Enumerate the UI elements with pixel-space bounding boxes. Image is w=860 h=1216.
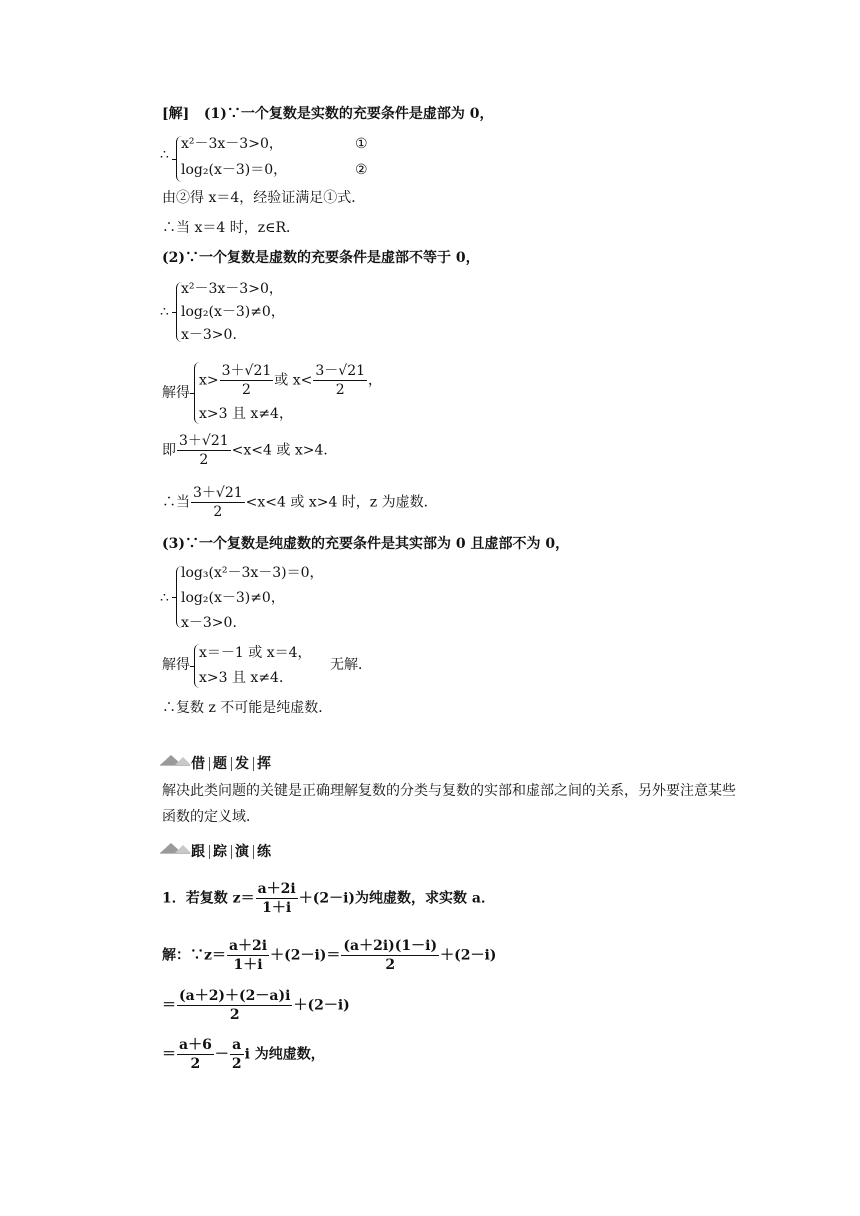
p1-conclusion: ∴当 x＝4 时，z∈R． bbox=[162, 220, 300, 236]
solution-part1-heading bbox=[162, 104, 493, 124]
fraction-3-plus-sqrt21 bbox=[220, 362, 274, 399]
divider-line bbox=[160, 765, 190, 766]
fraction-denominator: 2 bbox=[335, 382, 345, 398]
divider-line bbox=[160, 853, 190, 854]
fraction-denominator: 2 bbox=[213, 504, 223, 520]
title-char: 发 bbox=[235, 756, 250, 772]
p2-solve-line-a bbox=[199, 362, 382, 399]
part1-condition: (1)∵一个复数是实数的充要条件是虚部为 0， bbox=[203, 106, 494, 122]
fraction-denominator: 2 bbox=[229, 1007, 240, 1023]
fraction-denominator: 2 bbox=[199, 452, 209, 468]
fraction-denominator: 2 bbox=[385, 957, 396, 973]
p2-solve-a-middle: 或 x< bbox=[274, 372, 313, 389]
p3-system-line-c: x－3>0． bbox=[181, 615, 247, 631]
answer-line-2 bbox=[162, 987, 350, 1024]
range-text: <x<4 或 x>4． bbox=[231, 442, 338, 459]
p3-solve-line-b: x>3 且 x≠4． bbox=[199, 670, 293, 686]
fraction-numerator: a bbox=[230, 1036, 244, 1055]
fraction-numerator: (a＋2)＋(2－a)i bbox=[179, 988, 291, 1004]
fraction-numerator: (a＋2i)(1－i) bbox=[343, 938, 438, 954]
p2-conclusion bbox=[162, 484, 438, 521]
solution-label: [解] bbox=[162, 106, 190, 122]
title-separator bbox=[209, 845, 210, 859]
p2-equivalent-range bbox=[162, 432, 337, 469]
ji-label: 即 bbox=[162, 442, 176, 459]
insight-paragraph: 解决此类问题的关键是正确理解复数的分类与复数的实部和虚部之间的关系，另外要注意某些函数的定义域． bbox=[162, 783, 736, 825]
title-char: 题 bbox=[213, 756, 228, 772]
line3-end: i 为纯虚数， bbox=[244, 1046, 325, 1063]
q1-suffix: ＋(2－i)为纯虚数，求实数 a． bbox=[298, 890, 495, 907]
p1-system-line-a: x²－3x－3>0， bbox=[181, 136, 283, 152]
fraction-3-plus-sqrt21 bbox=[191, 484, 245, 521]
answer-end: ＋(2－i) bbox=[440, 947, 497, 964]
fraction-a-plus-6-over-2 bbox=[177, 1036, 214, 1073]
p2-solve-line-b: x>3 且 x≠4， bbox=[199, 406, 293, 422]
solution-part2-heading: (2)∵一个复数是虚数的充要条件是虚部不等于 0， bbox=[162, 250, 480, 266]
title-char: 踪 bbox=[213, 844, 228, 860]
fraction-a-over-2 bbox=[230, 1036, 244, 1073]
title-separator bbox=[209, 757, 210, 771]
p3-system-line-b: log₂(x－3)≠0， bbox=[181, 590, 285, 606]
p2-system-line-b: log₂(x－3)≠0， bbox=[181, 304, 285, 320]
fraction-real-imag-over-2 bbox=[177, 987, 292, 1024]
fraction-denominator: 1＋i bbox=[233, 957, 263, 973]
answer-line-3 bbox=[162, 1036, 325, 1073]
therefore-symbol: ∴ bbox=[160, 147, 169, 163]
title-char: 演 bbox=[235, 844, 250, 860]
fraction-denominator: 2 bbox=[231, 1056, 242, 1072]
p3-conclusion: ∴复数 z 不可能是纯虚数． bbox=[162, 700, 333, 716]
triangle-icon bbox=[175, 845, 191, 853]
p2-system-line-c: x－3>0． bbox=[181, 327, 247, 343]
fraction-numerator: a＋6 bbox=[179, 1037, 212, 1053]
p1-system-line-b: log₂(x－3)＝0， bbox=[181, 162, 288, 178]
circled-two-marker: ② bbox=[355, 162, 368, 178]
p1-derivation: 由②得 x＝4，经验证满足①式． bbox=[162, 190, 366, 206]
title-char: 借 bbox=[191, 756, 206, 772]
title-separator bbox=[231, 845, 232, 859]
answer-label: 解：∵z＝ bbox=[162, 947, 226, 964]
fraction-numerator: a＋2i bbox=[228, 938, 268, 954]
fraction-denominator: 1＋i bbox=[262, 900, 292, 916]
title-char: 练 bbox=[257, 844, 272, 860]
circled-one-marker: ① bbox=[355, 136, 368, 152]
therefore-symbol: ∴ bbox=[160, 590, 169, 606]
dang-label: ∴当 bbox=[162, 494, 190, 511]
title-separator bbox=[231, 757, 232, 771]
title-char: 挥 bbox=[257, 756, 272, 772]
p2-solve-a-prefix: x> bbox=[199, 372, 219, 389]
no-solution-text: 无解． bbox=[330, 657, 372, 673]
p2-solve-a-end: ， bbox=[368, 372, 383, 389]
fraction-numerator: 3＋√21 bbox=[221, 363, 272, 379]
q1-prefix: 1．若复数 z＝ bbox=[162, 890, 255, 907]
therefore-symbol: ∴ bbox=[160, 304, 169, 320]
line2-end: ＋(2－i) bbox=[293, 997, 350, 1014]
fraction-denominator: 2 bbox=[190, 1056, 201, 1072]
equals-sign: ＝ bbox=[162, 997, 176, 1014]
fraction-3-plus-sqrt21 bbox=[177, 432, 231, 469]
p3-solve-label: 解得 bbox=[162, 657, 190, 673]
fraction-numerator: a＋2i bbox=[257, 881, 296, 897]
fraction-3-minus-sqrt21 bbox=[313, 362, 367, 399]
fraction-numerator: 3＋√21 bbox=[193, 485, 243, 501]
practice-question-1 bbox=[162, 880, 495, 917]
triangle-icon bbox=[175, 757, 191, 765]
fraction-product-over-2 bbox=[341, 937, 439, 974]
p3-system-line-a: log₃(x²－3x－3)＝0， bbox=[181, 565, 324, 581]
fraction-denominator: 2 bbox=[242, 382, 251, 398]
fraction-numerator: 3－√21 bbox=[315, 363, 366, 379]
title-char: 跟 bbox=[191, 844, 206, 860]
fraction-numerator: 3＋√21 bbox=[179, 433, 229, 449]
p2-solve-label: 解得 bbox=[162, 385, 190, 401]
fraction-a-plus-2i-over-1-plus-i bbox=[256, 880, 298, 917]
section-title-insight bbox=[191, 753, 272, 773]
fraction-a-plus-2i-over-1-plus-i bbox=[227, 937, 269, 974]
answer-line-1 bbox=[162, 937, 496, 974]
minus-sign: － bbox=[214, 1046, 229, 1063]
p2-system-line-a: x²－3x－3>0， bbox=[181, 281, 283, 297]
p3-solve-line-a: x＝－1 或 x＝4， bbox=[199, 645, 312, 661]
conclusion-text: <x<4 或 x>4 时，z 为虚数． bbox=[245, 494, 438, 511]
title-separator bbox=[253, 845, 254, 859]
section-title-practice bbox=[191, 841, 272, 861]
answer-middle: ＋(2－i)＝ bbox=[270, 947, 341, 964]
title-separator bbox=[253, 757, 254, 771]
solution-part3-heading: (3)∵一个复数是纯虚数的充要条件是其实部为 0 且虚部不为 0， bbox=[162, 536, 570, 552]
equals-sign: ＝ bbox=[162, 1046, 176, 1063]
